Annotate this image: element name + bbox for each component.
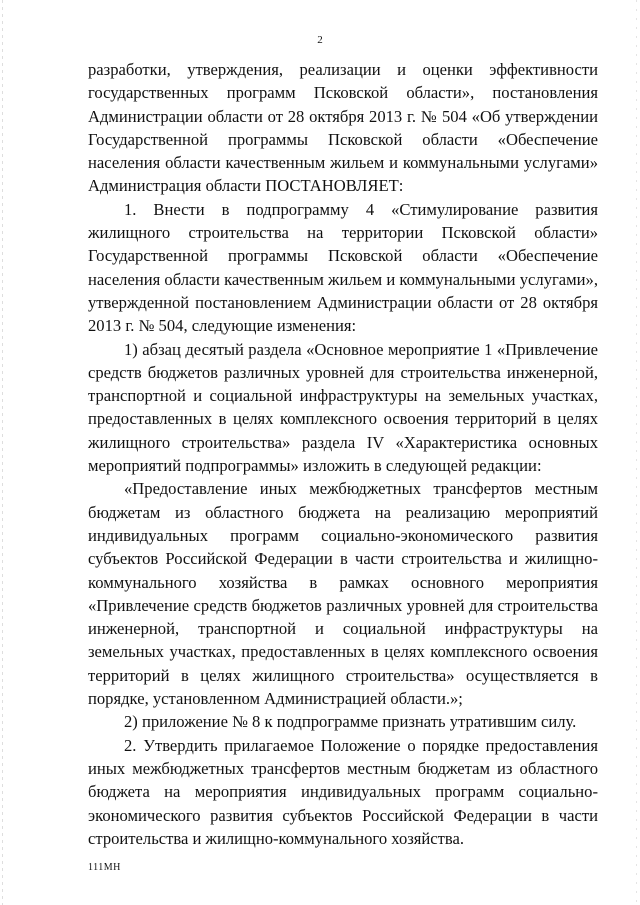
page-number: 2: [317, 34, 323, 46]
scan-edge-right: [636, 0, 637, 905]
paragraph-subitem-1: 1) абзац десятый раздела «Основное мероприятие 1 «Привлечение средств бюджетов различных уровней для строительства инженерной, транспортной и социальной инфраструктуры на земельных участках, предоставленных в целях комплексного освоения территорий в целях жилищного строительства» раздела IV «Характеристика основных мероприятий подпрограммы» изложить в следующей редакции:: [88, 339, 598, 476]
footer-code: 111МН: [88, 862, 121, 873]
scan-edge-left: [2, 0, 3, 905]
paragraph-subitem-2: 2) приложение № 8 к подпрограмме признать утратившим силу.: [124, 712, 577, 732]
paragraph-quoted-text: «Предоставление иных межбюджетных трансфертов местным бюджетам из областного бюджета на реализацию мероприятий индивидуальных программ социально-экономического развития субъектов Российской Федерации в части строительства и жилищно-коммунального хозяйства в рамках основного мероприятия «Привлечение средств бюджетов различных уровней для строительства инженерной, транспортной и социальной инфраструктуры на земельных участках, предоставленных в целях комплексного освоения территорий в целях жилищного строительства» осуществляется в порядке, установленном Администрацией области.»;: [88, 479, 598, 709]
paragraph-item-2: 2. Утвердить прилагаемое Положение о порядке предоставления иных межбюджетных трансфертов местным бюджетам из областного бюджета на мероприятия индивидуальных программ социально-экономического развития субъектов Российской Федерации в части строительства и жилищно-коммунального хозяйства.: [88, 735, 598, 848]
paragraph-item-1: 1. Внести в подпрограмму 4 «Стимулирование развития жилищного строительства на территории Псковской области» Государственной программы Псковской области «Обеспечение населения области качественным жильем и коммунальными услугами», утвержденной постановлением Администрации области от 28 октября 2013 г. № 504, следующие изменения:: [88, 199, 598, 336]
paragraph-preamble-continuation: разработки, утверждения, реализации и оценки эффективности государственных программ Псковской области», постановления Администрации области от 28 октября 2013 г. № 504 «Об утверждении Государственной программы Псковской области «Обеспечение населения области качественным жильем и коммунальными услугами» Администрация области ПОСТАНОВЛЯЕТ:: [88, 60, 598, 196]
document-body: [88, 58, 598, 850]
